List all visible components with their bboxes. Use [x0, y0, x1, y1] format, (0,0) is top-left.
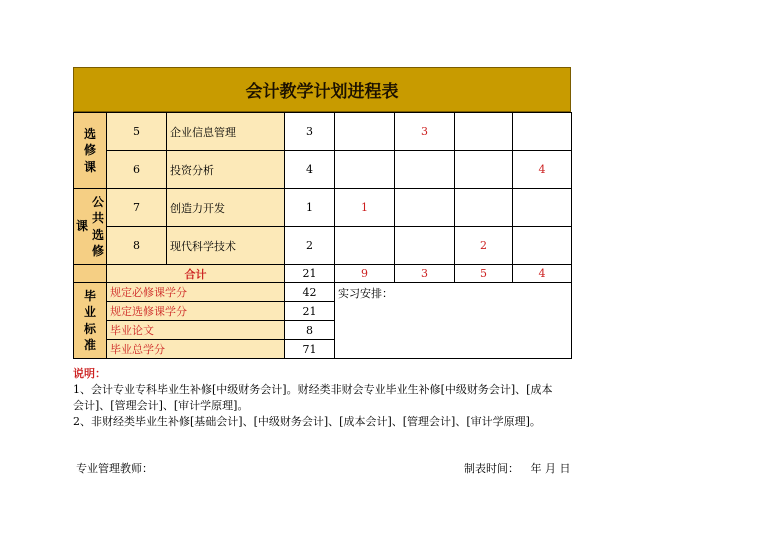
group-graduation-char: 准	[83, 337, 96, 352]
date-label: 制表时间：	[464, 462, 519, 475]
notes-line: 2、非财经类毕业生补修[基础会计]、[中级财务会计]、[成本会计]、[管理会计]、[审计学原理]。	[73, 415, 541, 428]
semester-cell	[513, 189, 572, 227]
semester-cell: 1	[335, 189, 395, 227]
plan-sheet	[73, 67, 571, 359]
group-elective-char: 选	[83, 127, 96, 142]
semester-cell	[513, 113, 572, 151]
course-credit: 3	[285, 113, 335, 151]
semester-cell	[455, 189, 513, 227]
course-no: 7	[107, 189, 167, 227]
graduation-value: 42	[285, 283, 335, 302]
total-semester: 5	[455, 265, 513, 283]
date-section	[464, 460, 571, 476]
semester-cell	[395, 189, 455, 227]
table-row	[74, 151, 572, 189]
total-credit: 21	[285, 265, 335, 283]
group-public-char: 公	[92, 195, 105, 210]
graduation-value: 8	[285, 321, 335, 340]
group-graduation-char: 毕	[83, 289, 96, 304]
table-row	[74, 189, 572, 227]
notes-section	[73, 366, 673, 430]
graduation-label: 规定选修课学分	[107, 302, 285, 321]
course-name: 创造力开发	[167, 189, 285, 227]
course-no: 8	[107, 227, 167, 265]
course-no: 5	[107, 113, 167, 151]
semester-cell	[395, 151, 455, 189]
semester-cell	[513, 227, 572, 265]
graduation-label: 规定必修课学分	[107, 283, 285, 302]
date-fields: 年 月 日	[530, 462, 571, 475]
graduation-row	[74, 283, 572, 302]
semester-cell	[455, 151, 513, 189]
group-public-outer: 课	[75, 219, 88, 234]
graduation-label: 毕业总学分	[107, 340, 285, 359]
semester-cell	[335, 227, 395, 265]
notes-line: 会计]、[管理会计]、[审计学原理]。	[73, 399, 249, 412]
sheet-title: 会计教学计划进程表	[73, 67, 571, 112]
course-credit: 4	[285, 151, 335, 189]
semester-cell: 4	[513, 151, 572, 189]
internship-label: 实习安排：	[338, 287, 393, 300]
teacher-label: 专业管理教师：	[76, 462, 153, 475]
semester-cell: 2	[455, 227, 513, 265]
group-public-char: 选	[92, 227, 105, 242]
semester-cell: 3	[395, 113, 455, 151]
total-row	[74, 265, 572, 283]
group-graduation	[74, 283, 107, 359]
group-public-char: 共	[92, 211, 105, 226]
graduation-value: 21	[285, 302, 335, 321]
semester-cell	[335, 151, 395, 189]
course-name: 投资分析	[167, 151, 285, 189]
group-elective	[74, 113, 107, 189]
graduation-label: 毕业论文	[107, 321, 285, 340]
course-credit: 2	[285, 227, 335, 265]
table-row	[74, 113, 572, 151]
semester-cell	[335, 113, 395, 151]
table-row	[74, 227, 572, 265]
course-name: 现代科学技术	[167, 227, 285, 265]
internship-cell	[335, 283, 572, 359]
plan-table	[73, 112, 572, 359]
semester-cell	[395, 227, 455, 265]
group-public-char: 修	[92, 243, 105, 258]
total-semester: 9	[335, 265, 395, 283]
course-no: 6	[107, 151, 167, 189]
total-label: 合计	[107, 265, 285, 283]
group-graduation-char: 业	[83, 305, 96, 320]
notes-header: 说明：	[73, 367, 106, 380]
semester-cell	[455, 113, 513, 151]
total-semester: 4	[513, 265, 572, 283]
course-credit: 1	[285, 189, 335, 227]
group-graduation-char: 标	[83, 321, 96, 336]
graduation-value: 71	[285, 340, 335, 359]
total-semester: 3	[395, 265, 455, 283]
group-public-elective	[74, 189, 107, 265]
course-name: 企业信息管理	[167, 113, 285, 151]
notes-line: 1、会计专业专科毕业生补修[中级财务会计]。财经类非财会专业毕业生补修[中级财务会计]、[成本	[73, 383, 553, 396]
group-elective-char: 修	[83, 143, 96, 158]
group-elective-char: 课	[83, 159, 96, 174]
